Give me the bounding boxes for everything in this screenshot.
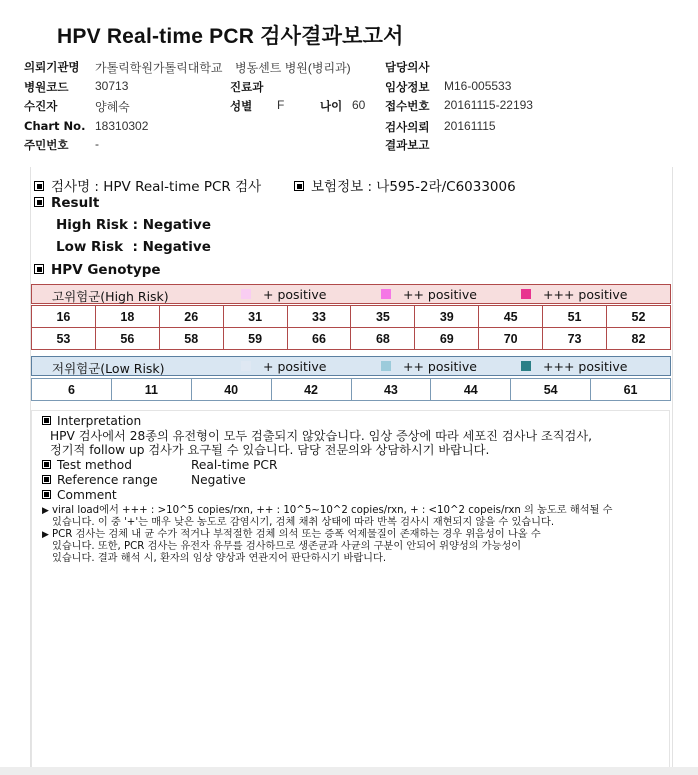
legend-swatch-plus3 <box>521 289 531 299</box>
comment-1b: 있습니다. 이 중 '+'는 매우 낮은 농도로 감염시기, 검체 채취 상태에 따라 반복 검사시 재현되지 않을 수 있습니다. <box>52 517 555 528</box>
interpretation-line2: 정기적 follow up 검사가 요구될 수 있습니다. 담당 전문의와 상담하시기 바랍니다. <box>50 443 490 457</box>
table-row <box>32 328 671 350</box>
square-bullet-icon <box>42 475 51 484</box>
square-bullet-icon <box>294 181 304 191</box>
interpretation-line1: HPV 검사에서 28종의 유전형이 모두 검출되지 않았습니다. 임상 증상에 따라 세포진 검사나 조직검사, <box>50 429 592 443</box>
result-heading: Result <box>34 195 99 211</box>
chart-value: 18310302 <box>95 119 149 133</box>
comment-2a: ▶ PCR 검사는 검체 내 균 수가 적거나 부적절한 검체 의석 또는 증폭 억제물질이 존재하는 경우 위음성이 나올 수 <box>42 529 541 540</box>
request-label: 검사의뢰 <box>385 120 430 134</box>
triangle-bullet-icon: ▶ <box>42 506 49 516</box>
reference-range-value: Negative <box>191 473 246 487</box>
test-name-line <box>34 175 261 195</box>
reference-range-label: Reference range <box>42 473 158 487</box>
legend-plus: + positive <box>263 287 327 302</box>
req-org-value: 가톨릭학원가톨릭대학교 <box>95 61 223 75</box>
square-bullet-icon <box>42 460 51 469</box>
patient-value: 양혜숙 <box>95 100 130 114</box>
low-risk-table <box>31 378 671 401</box>
genotype-cell: 66 <box>287 328 351 350</box>
comment-2c: 있습니다. 결과 해석 시, 환자의 임상 양상과 연관지어 판단하시기 바랍니다. <box>52 553 387 564</box>
genotype-cell: 82 <box>607 328 671 350</box>
genotype-cell: 11 <box>111 379 191 401</box>
genotype-cell: 31 <box>223 306 287 328</box>
square-bullet-icon <box>34 197 44 207</box>
comment-2b: 있습니다. 또한, PCR 검사는 유전자 유무를 검사하므로 생존균과 사균의 구분이 안되어 위양성의 가능성이 <box>52 541 522 552</box>
high-risk-table <box>31 305 671 350</box>
report-title: HPV Real-time PCR 검사결과보고서 <box>57 25 404 48</box>
genotype-cell: 51 <box>543 306 607 328</box>
sex-label: 성별 <box>230 99 253 113</box>
genotype-cell: 45 <box>479 306 543 328</box>
genotype-cell: 44 <box>431 379 511 401</box>
bottom-strip <box>0 767 698 775</box>
high-risk-band <box>31 284 671 304</box>
triangle-bullet-icon: ▶ <box>42 530 49 540</box>
genotype-cell: 58 <box>159 328 223 350</box>
genotype-cell: 69 <box>415 328 479 350</box>
genotype-cell: 59 <box>223 328 287 350</box>
genotype-cell: 68 <box>351 328 415 350</box>
genotype-cell: 16 <box>32 306 96 328</box>
table-row <box>32 306 671 328</box>
legend-plus3: +++ positive <box>543 287 628 302</box>
low-risk-band <box>31 356 671 376</box>
report-label: 결과보고 <box>385 138 430 152</box>
doctor-label: 담당의사 <box>385 60 430 74</box>
genotype-cell: 26 <box>159 306 223 328</box>
genotype-cell: 40 <box>191 379 271 401</box>
patient-label: 수진자 <box>24 99 58 113</box>
req-org-label: 의뢰기관명 <box>24 60 80 74</box>
genotype-heading: HPV Genotype <box>34 262 161 278</box>
hosp-code-value: 30713 <box>95 79 129 93</box>
genotype-cell: 33 <box>287 306 351 328</box>
legend-swatch-plus2 <box>381 289 391 299</box>
legend-swatch-plus <box>241 289 251 299</box>
age-label: 나이 <box>320 99 343 113</box>
resident-label: 주민번호 <box>24 138 69 152</box>
resident-value: - <box>95 137 99 151</box>
genotype-cell: 61 <box>591 379 671 401</box>
genotype-cell: 42 <box>271 379 351 401</box>
test-name: 검사명 : HPV Real-time PCR 검사 <box>51 179 262 195</box>
genotype-cell: 18 <box>95 306 159 328</box>
clinical-label: 임상정보 <box>385 80 430 94</box>
legend-swatch-plus3 <box>521 361 531 371</box>
dept-label: 진료과 <box>230 80 264 94</box>
high-risk-title: 고위험군(High Risk) <box>52 289 169 304</box>
comment-label: Comment <box>42 488 117 502</box>
age-value: 60 <box>352 98 366 112</box>
legend-plus3: +++ positive <box>543 359 628 374</box>
genotype-cell: 39 <box>415 306 479 328</box>
insurance-line <box>294 175 516 195</box>
chart-label: Chart No. <box>24 119 86 133</box>
legend-swatch-plus <box>241 361 251 371</box>
genotype-cell: 54 <box>511 379 591 401</box>
sex-value: F <box>277 98 285 112</box>
insurance-info: 보험정보 : 나595-2라/C6033006 <box>311 179 516 195</box>
legend-plus2: ++ positive <box>403 359 477 374</box>
test-method-label: Test method <box>42 458 132 472</box>
hosp-code-label: 병원코드 <box>24 80 69 94</box>
table-row <box>32 379 671 401</box>
genotype-cell: 43 <box>351 379 431 401</box>
req-org-value2: 병동센트 병원(병리과) <box>235 61 351 75</box>
genotype-cell: 53 <box>32 328 96 350</box>
genotype-cell: 52 <box>607 306 671 328</box>
square-bullet-icon <box>42 490 51 499</box>
genotype-cell: 73 <box>543 328 607 350</box>
high-risk-result: High Risk : Negative <box>56 217 211 233</box>
square-bullet-icon <box>34 181 44 191</box>
receipt-label: 접수번호 <box>385 99 430 113</box>
genotype-cell: 56 <box>95 328 159 350</box>
low-risk-result: Low Risk : Negative <box>56 239 211 255</box>
genotype-cell: 70 <box>479 328 543 350</box>
clinical-value: M16-005533 <box>444 79 512 93</box>
interpretation-heading: Interpretation <box>42 414 141 428</box>
genotype-cell: 6 <box>32 379 112 401</box>
legend-plus2: ++ positive <box>403 287 477 302</box>
comment-1a: ▶ viral load에서 +++ : >10^5 copies/rxn, ++ : 10^5~10^2 copies/rxn, + : <10^2 copeis/rxn 의 농도로 해석될 수 <box>42 505 613 516</box>
legend-swatch-plus2 <box>381 361 391 371</box>
legend-plus: + positive <box>263 359 327 374</box>
genotype-cell: 35 <box>351 306 415 328</box>
test-method-value: Real-time PCR <box>191 458 278 472</box>
low-risk-title: 저위험군(Low Risk) <box>52 361 165 376</box>
square-bullet-icon <box>42 416 51 425</box>
receipt-value: 20161115-22193 <box>444 98 533 112</box>
square-bullet-icon <box>34 264 44 274</box>
request-value: 20161115 <box>444 119 496 133</box>
